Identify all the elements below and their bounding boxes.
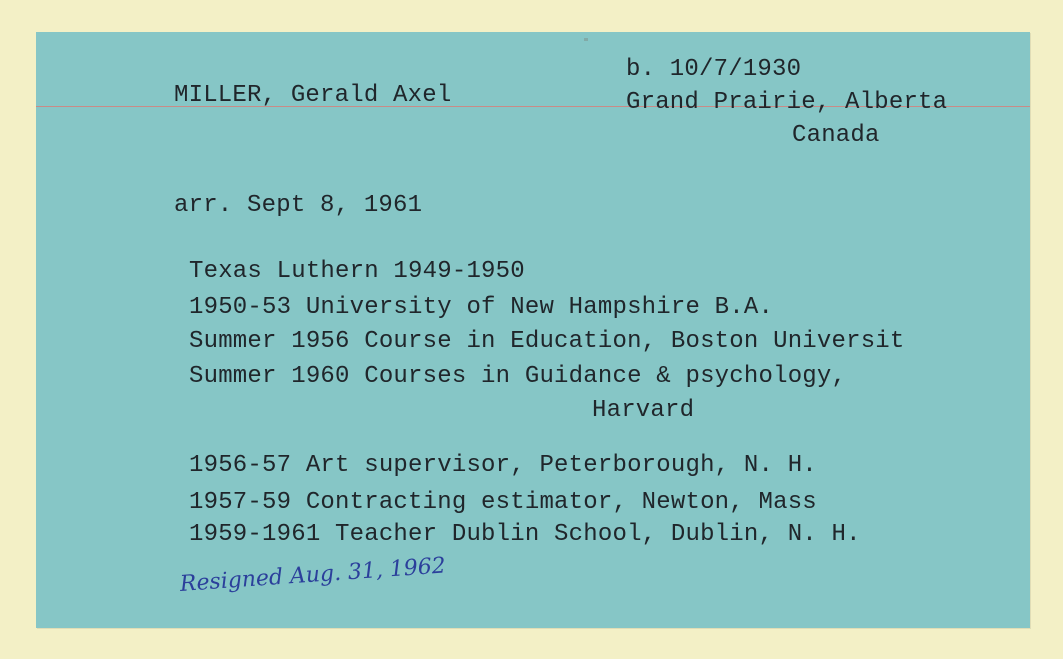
arrival-date: arr. Sept 8, 1961	[174, 192, 423, 219]
education-line: Summer 1956 Course in Education, Boston Universit	[189, 328, 905, 355]
education-line: Harvard	[592, 397, 695, 424]
education-line: Texas Luthern 1949-1950	[189, 258, 525, 285]
handwritten-resignation-note: Resigned Aug. 31, 1962	[179, 553, 447, 597]
paper-speck	[584, 38, 588, 41]
employment-line: 1959-1961 Teacher Dublin School, Dublin, N. H.	[189, 521, 861, 548]
birth-place-line1: Grand Prairie, Alberta	[626, 89, 948, 116]
employment-line: 1957-59 Contracting estimator, Newton, Mass	[189, 489, 817, 516]
education-line: 1950-53 University of New Hampshire B.A.	[189, 294, 774, 321]
birth-date: b. 10/7/1930	[626, 56, 802, 83]
employment-line: 1956-57 Art supervisor, Peterborough, N. H.	[189, 452, 817, 479]
education-line: Summer 1960 Courses in Guidance & psychology,	[189, 363, 847, 390]
index-card	[36, 32, 1030, 628]
birth-place-line2: Canada	[792, 122, 880, 149]
person-name: MILLER, Gerald Axel	[174, 82, 452, 109]
